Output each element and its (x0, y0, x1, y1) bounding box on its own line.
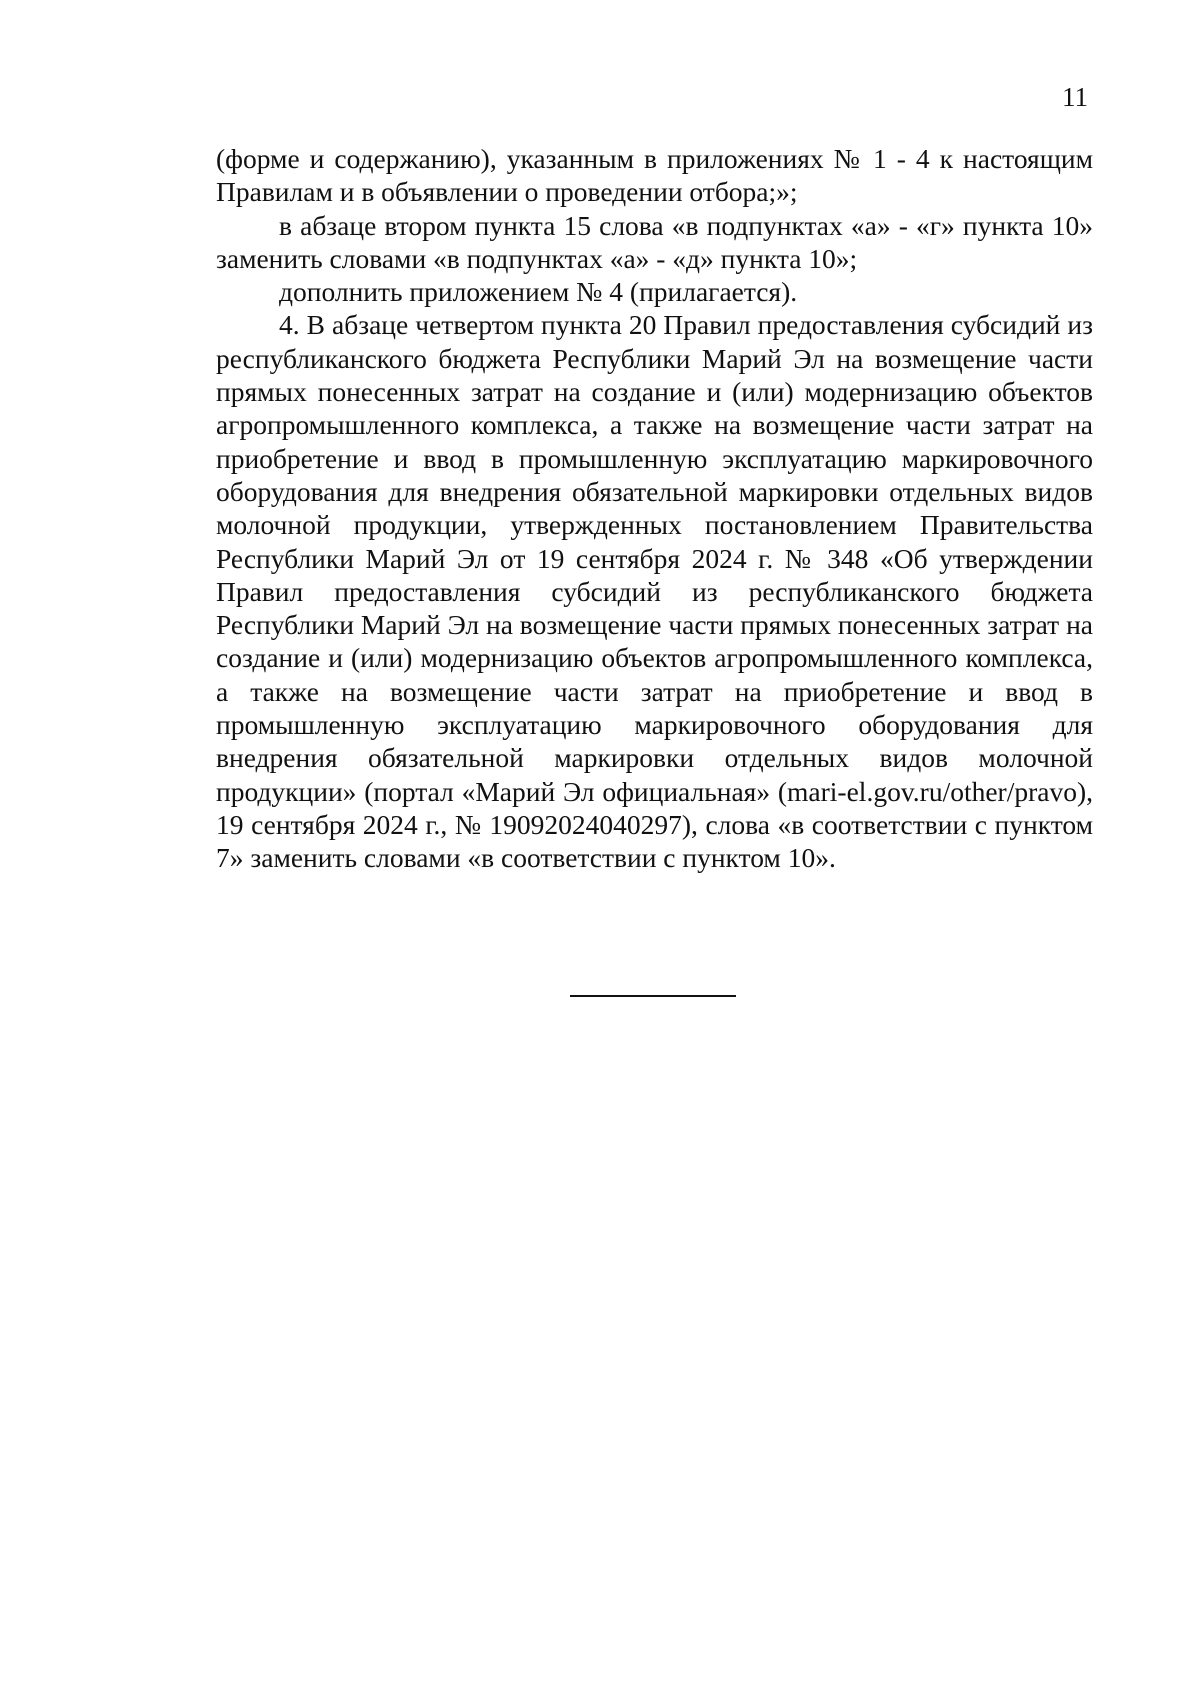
document-body (216, 142, 1093, 875)
end-divider-line (570, 995, 736, 997)
paragraph-add-appendix: дополнить приложением № 4 (прилагается). (279, 276, 798, 308)
paragraph-amendment-point-15: в абзаце втором пункта 15 слова «в подпунктах «а» - «г» пункта 10» заменить словами «в подпунктах «а» - «д» пункта 10»; (216, 209, 1093, 274)
paragraph-item-4: 4. В абзаце четвертом пункта 20 Правил предоставления субсидий из республиканского бюджета Республики Марий Эл на возмещение части прямых понесенных затрат на создание и (или) модернизацию объектов агропромышленного комплекса, а также на возмещение части затрат на приобретение и ввод в промышленную эксплуатацию маркировочного оборудования для внедрения обязательной маркировки отдельных видов молочной продукции, утвержденных постановлением Правительства Республики Марий Эл от 19 сентября 2024 г. № 348 «Об утверждении Правил предоставления субсидий из республиканского бюджета Республики Марий Эл на возмещение части прямых понесенных затрат на создание и (или) модернизацию объектов агропромышленного комплекса, а также на возмещение части затрат на приобретение и ввод в промышленную эксплуатацию маркировочного оборудования для внедрения обязательной маркировки отдельных видов молочной продукции» (портал «Марий Эл официальная» (mari-el.gov.ru/other/pravo), 19 сентября 2024 г., № 19092024040297), слова «в соответствии с пунктом 7» заменить словами «в соответствии с пунктом 10». (216, 309, 1093, 874)
paragraph-continuation: (форме и содержанию), указанным в приложениях № 1 - 4 к настоящим Правилам и в объявлении о проведении отбора;»; (216, 143, 1093, 208)
page-number: 11 (1062, 82, 1088, 112)
